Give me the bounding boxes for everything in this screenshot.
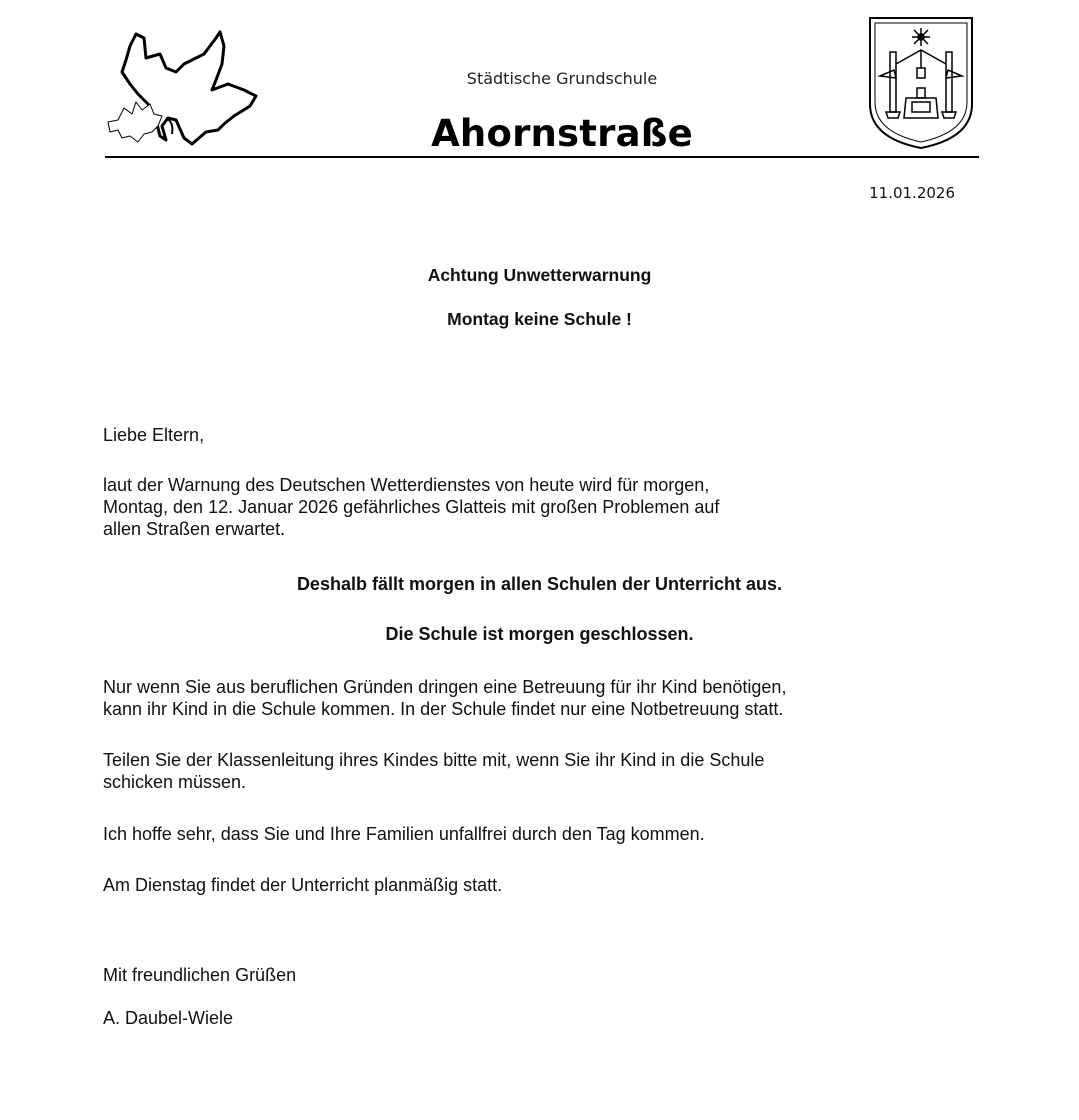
paragraph-notify-teacher: [103, 749, 963, 793]
header-divider: [105, 156, 979, 158]
emphasis-closed: Die Schule ist morgen geschlossen.: [385, 624, 694, 644]
emphasis-cancelled: Deshalb fällt morgen in allen Schulen der Unterricht aus.: [296, 574, 783, 594]
paragraph-weather-warning: [103, 474, 963, 540]
heading-warning: Achtung Unwetterwarnung: [427, 265, 652, 285]
school-subtitle: Städtische Grundschule: [466, 69, 658, 88]
text-line: allen Straßen erwartet.: [103, 519, 286, 539]
text-line: laut der Warnung des Deutschen Wetterdienstes von heute wird für morgen,: [103, 475, 710, 495]
letter-date: 11.01.2026: [869, 184, 955, 202]
text-line: Nur wenn Sie aus beruflichen Gründen dringen eine Betreuung für ihr Kind benötigen,: [103, 677, 787, 697]
school-name: Ahornstraße: [431, 112, 693, 155]
text-line: Montag, den 12. Januar 2026 gefährliches Glatteis mit großen Problemen auf: [103, 497, 720, 517]
text-line: Teilen Sie der Klassenleitung ihres Kindes bitte mit, wenn Sie ihr Kind in die Schule: [103, 750, 765, 770]
text-line: schicken müssen.: [103, 772, 247, 792]
heading-no-school: Montag keine Schule !: [447, 309, 632, 329]
salutation: Liebe Eltern,: [103, 425, 205, 445]
paragraph-emergency-care: [103, 676, 963, 720]
closing: Mit freundlichen Grüßen: [103, 965, 297, 985]
signature: A. Daubel-Wiele: [103, 1008, 234, 1028]
text-line: kann ihr Kind in die Schule kommen. In der Schule findet nur eine Notbetreuung statt.: [103, 699, 784, 719]
paragraph-wishes: Ich hoffe sehr, dass Sie und Ihre Familien unfallfrei durch den Tag kommen.: [103, 824, 705, 844]
paragraph-tuesday: Am Dienstag findet der Unterricht planmäßig statt.: [103, 875, 503, 895]
